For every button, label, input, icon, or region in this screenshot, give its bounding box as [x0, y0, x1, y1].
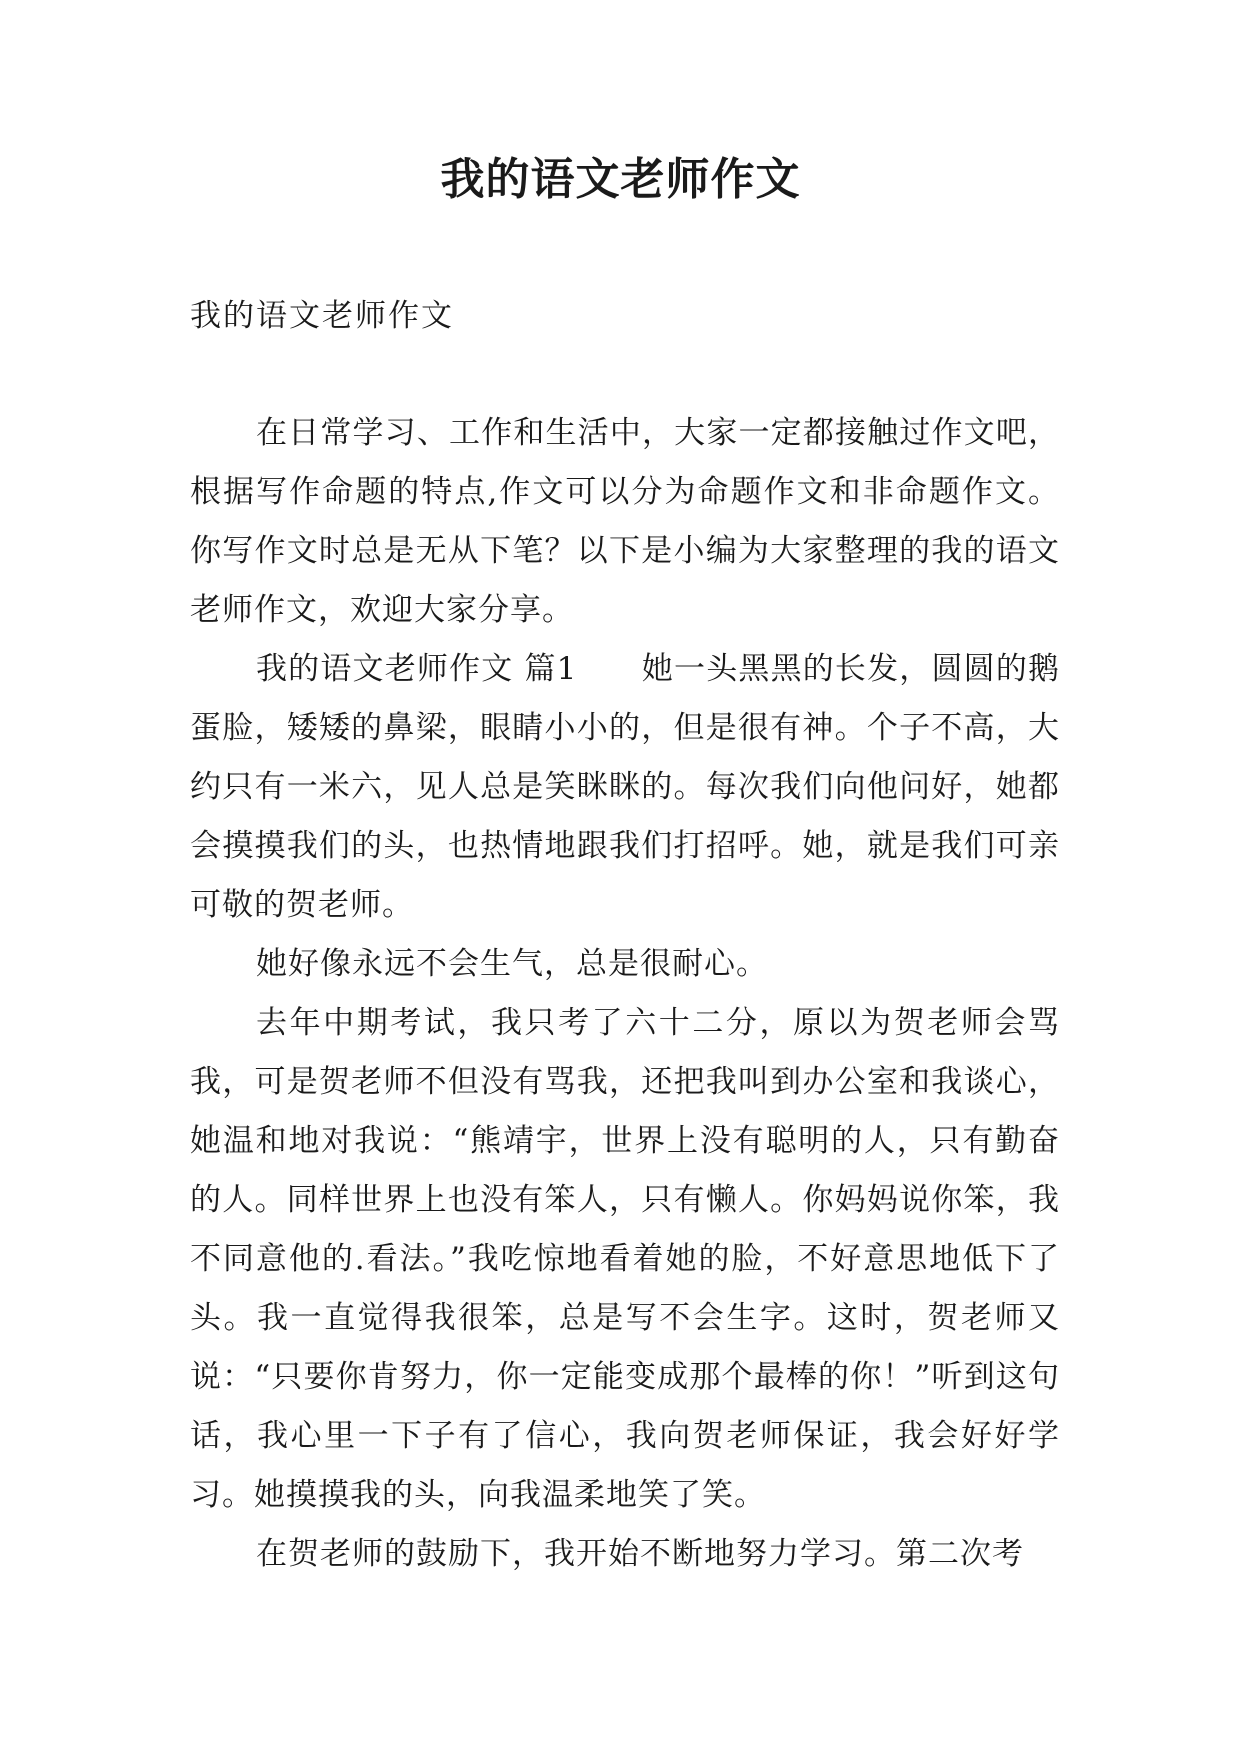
paragraph: 她好像永远不会生气，总是很耐心。	[256, 946, 768, 982]
document-subtitle: 我的语文老师作文	[190, 298, 454, 334]
paragraph: 在贺老师的鼓励下，我开始不断地努力学习。第二次考	[256, 1536, 1024, 1572]
paragraph: 去年中期考试，我只考了六十二分，原以为贺老师会骂我，可是贺老师不但没有骂我，还把我叫到办公室和我谈心，她温和地对我说：“熊靖宇，世界上没有聪明的人，只有勤奋的人。同样世界上也没有笨人，只有懒人。你妈妈说你笨，我不同意他的.看法。”我吃惊地看着她的脸，不好意思地低下了头。我一直觉得我很笨，总是写不会生字。这时，贺老师又说：“只要你肯努力，你一定能变成那个最棒的你！”听到这句话，我心里一下子有了信心，我向贺老师保证，我会好好学习。她摸摸我的头，向我温柔地笑了笑。	[190, 1005, 1060, 1513]
paragraph: 我的语文老师作文 篇1 她一头黑黑的长发，圆圆的鹅蛋脸，矮矮的鼻梁，眼睛小小的，但是很有神。个子不高，大约只有一米六，见人总是笑眯眯的。每次我们向他问好，她都会摸摸我们的头，也热情地跟我们打招呼。她，就是我们可亲可敬的贺老师。	[190, 651, 1060, 923]
paragraph: 在日常学习、工作和生活中，大家一定都接触过作文吧，根据写作命题的特点,作文可以分为命题作文和非命题作文。你写作文时总是无从下笔？以下是小编为大家整理的我的语文老师作文，欢迎大家分享。	[190, 415, 1060, 628]
document-body	[190, 404, 1060, 1584]
document-title: 我的语文老师作文	[440, 154, 801, 205]
